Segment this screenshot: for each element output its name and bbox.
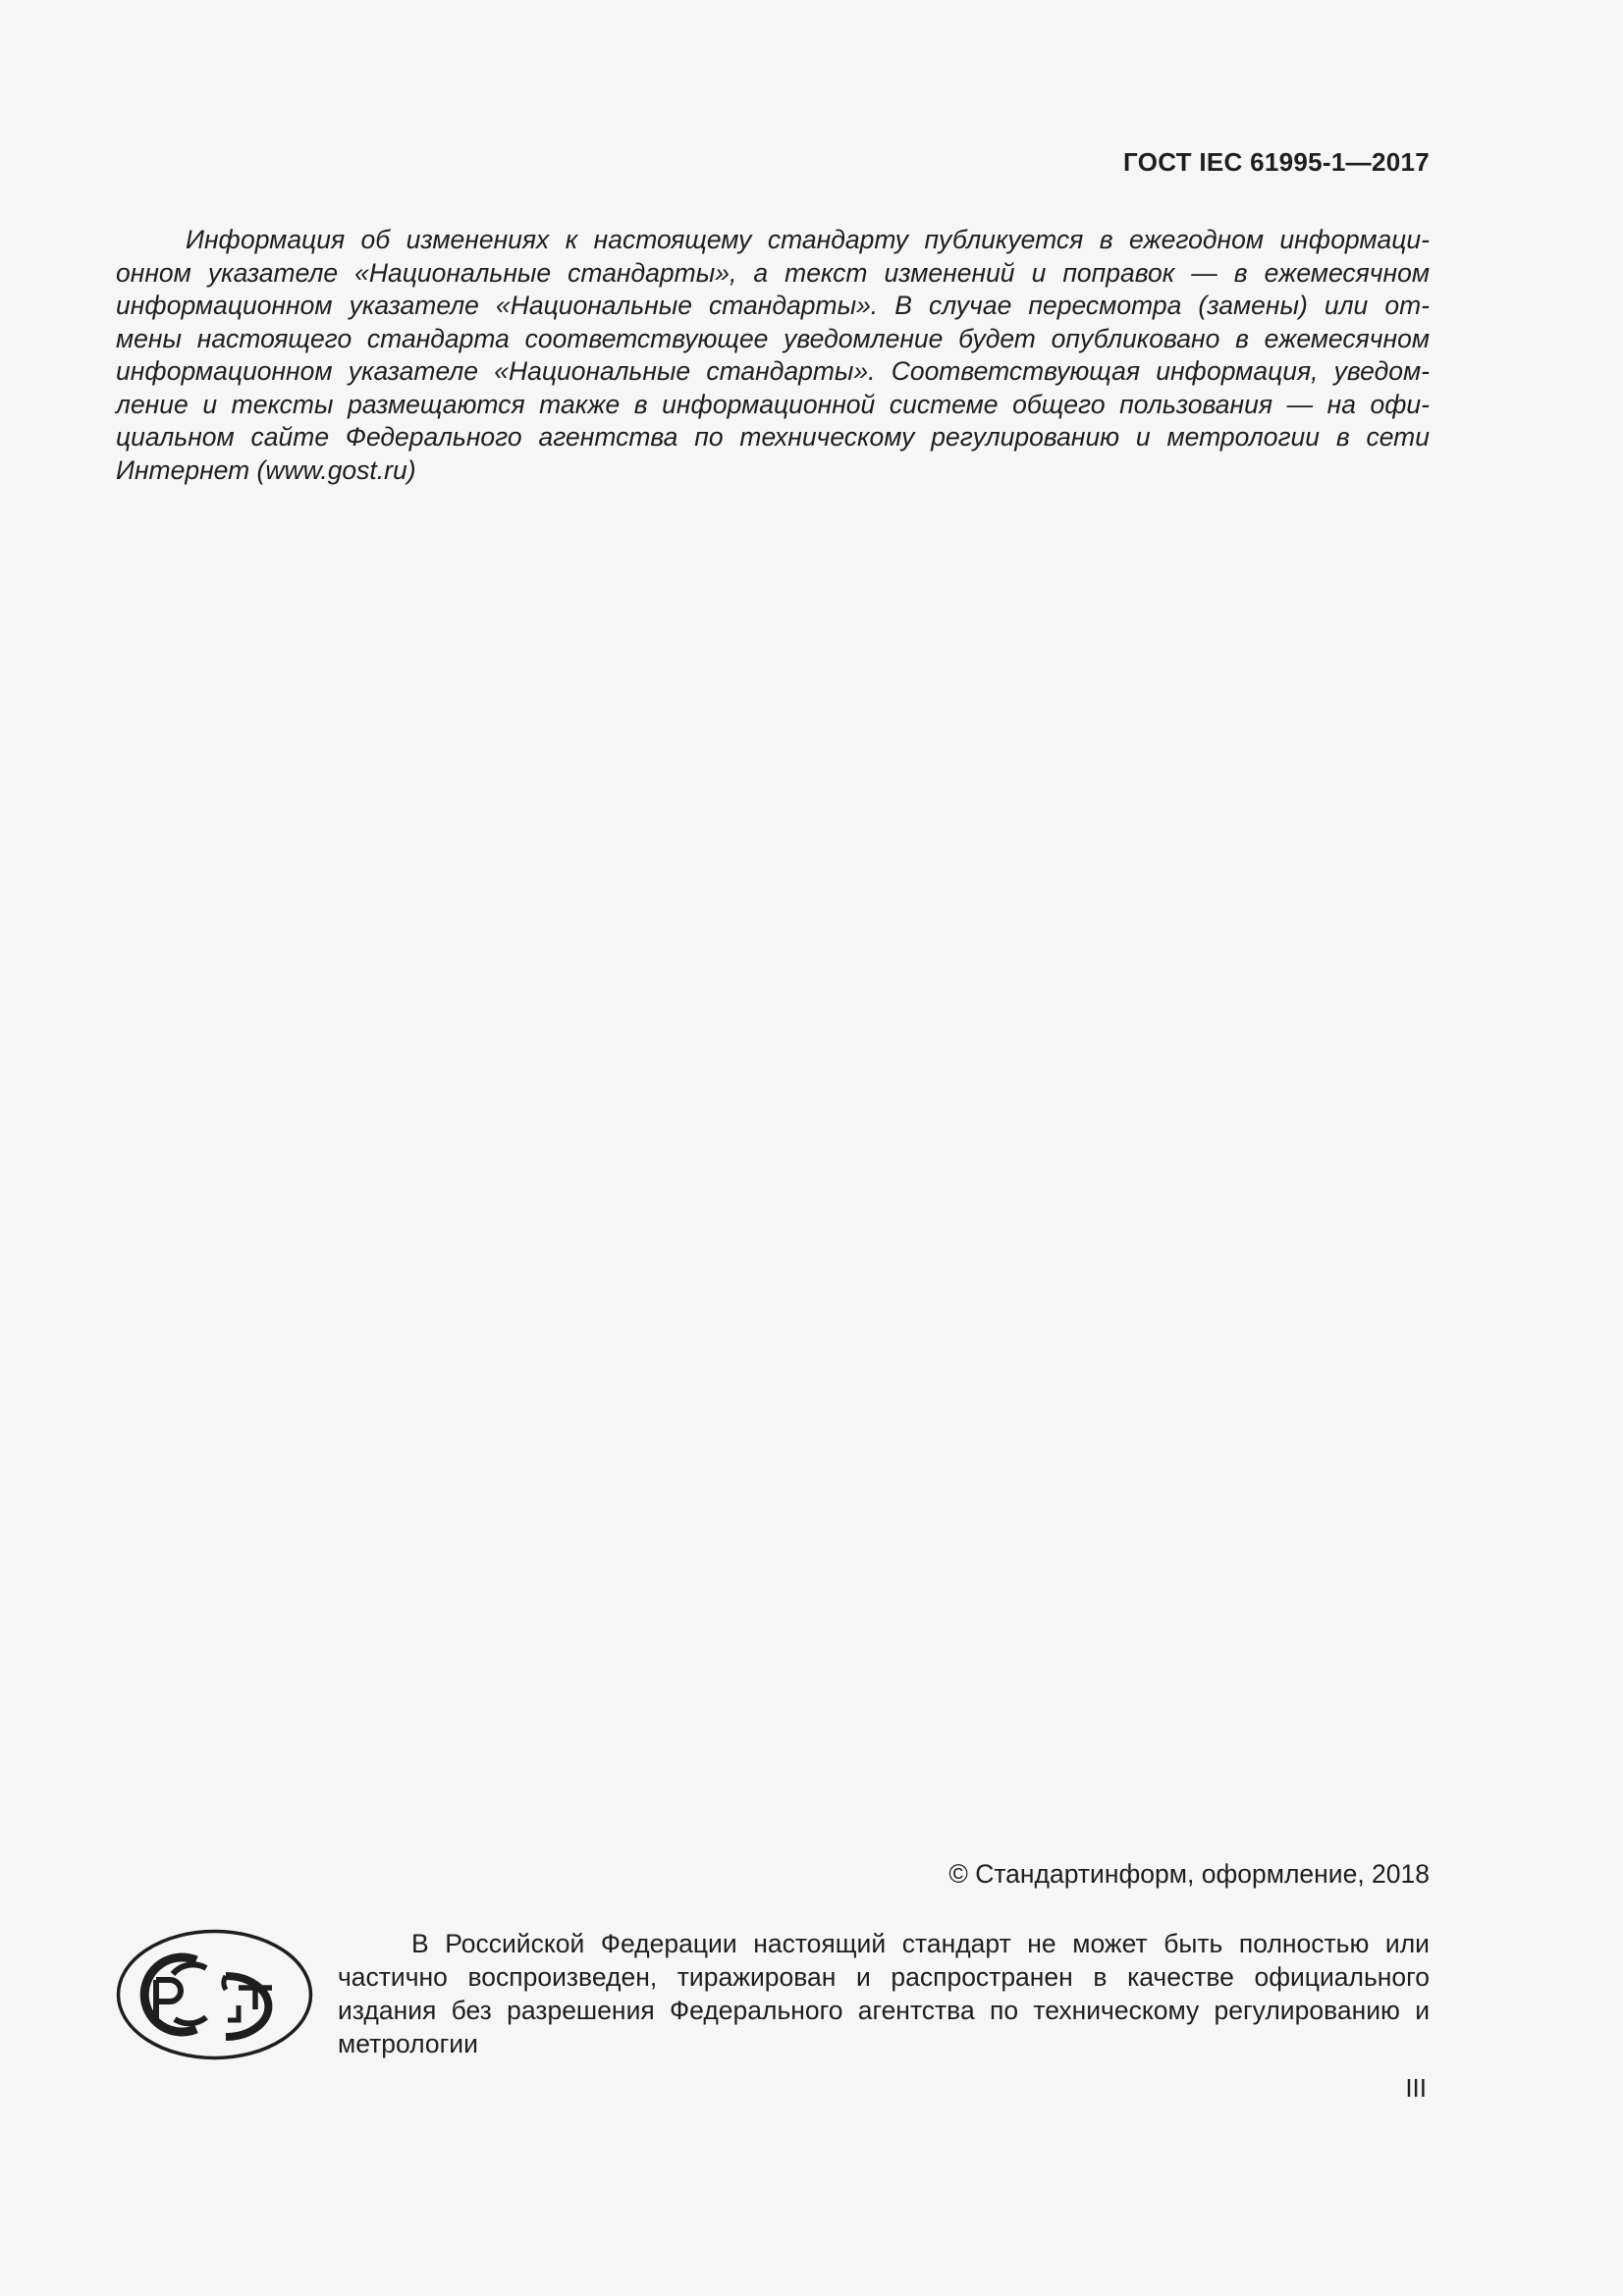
copyright-notice: © Стандартинформ, оформление, 2018: [948, 1859, 1430, 1889]
rst-certification-mark-icon: [116, 1929, 313, 2060]
info-line: мены настоящего стандарта соответствующее уведомление будет опубликовано в ежемесячном: [116, 323, 1430, 353]
info-line: информационном указателе «Национальные стандарты». В случае пересмотра (замены) или от-: [116, 291, 1430, 320]
info-line: ление и тексты размещаются также в информационной системе общего пользования — на офи-: [116, 389, 1430, 419]
document-code: ГОСТ IEC 61995-1—2017: [1123, 147, 1430, 177]
info-notice: [116, 224, 1430, 487]
info-line: онном указателе «Национальные стандарты», а текст изменений и поправок — в ежемесячном: [116, 257, 1430, 288]
legal-line: издания без разрешения Федерального агентства по техническому регулированию и: [338, 1996, 1430, 2025]
info-line: циальном сайте Федерального агентства по техническому регулированию и метрологии в сети: [116, 422, 1430, 452]
legal-line: В Российской Федерации настоящий стандарт не может быть полностью или: [411, 1929, 1430, 1958]
reproduction-restriction-notice: [338, 1927, 1430, 2060]
info-line: Интернет (www.gost.ru): [116, 454, 416, 485]
legal-line: метрологии: [338, 2029, 478, 2058]
info-line: Информация об изменениях к настоящему стандарту публикуется в ежегодном информаци-: [186, 225, 1430, 254]
info-line: информационном указателе «Национальные стандарты». Соответствующая информация, уведом-: [116, 356, 1430, 386]
page-number: III: [1405, 2073, 1427, 2103]
legal-line: частично воспроизведен, тиражирован и распространен в качестве официального: [338, 1962, 1430, 1992]
